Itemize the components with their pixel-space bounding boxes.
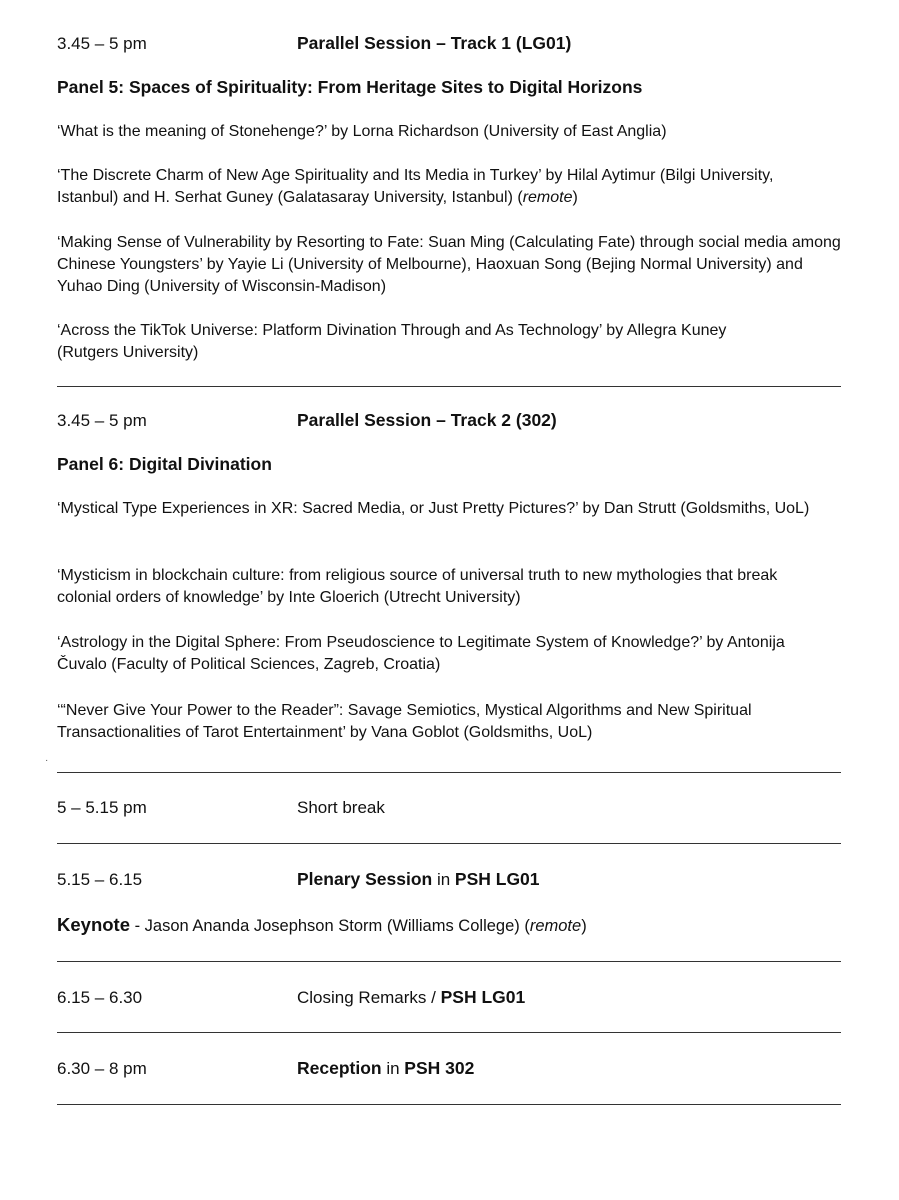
- paper-stonehenge: ‘What is the meaning of Stonehenge?’ by Lorna Richardson (University of East Anglia): [57, 123, 667, 140]
- reception-title: [297, 1057, 474, 1080]
- panel6-title: Panel 6: Digital Divination: [57, 454, 272, 474]
- keynote-remote: remote: [529, 917, 582, 935]
- divider-after-reception: [57, 1104, 841, 1105]
- keynote-close: ): [581, 917, 587, 935]
- paper-blockchain: ‘Mysticism in blockchain culture: from religious source of universal truth to new mythologies that break colonial orders of knowledge’ by Inte Gloerich (Utrecht University): [57, 567, 778, 606]
- paper-xr-mystical: ‘Mystical Type Experiences in XR: Sacred Media, or Just Pretty Pictures?’ by Dan Strutt (Goldsmiths, UoL): [57, 500, 810, 517]
- track2-title: Parallel Session – Track 2 (302): [297, 410, 557, 430]
- divider-after-break: [57, 843, 841, 844]
- keynote-text: - Jason Ananda Josephson Storm (Williams College) (: [130, 917, 530, 935]
- plenary-location: PSH LG01: [454, 869, 540, 889]
- paper-new-age-turkey-text: ‘The Discrete Charm of New Age Spirituality and Its Media in Turkey’ by Hilal Aytimur (Bilgi University, Istanbul) and H. Serhat Guney (Galatasaray University, Istanbul) (: [57, 167, 774, 206]
- paper-tarot: ‘“Never Give Your Power to the Reader”: Savage Semiotics, Mystical Algorithms and New Spiritual Transactionalities of Tarot Entertainment’ by Vana Goblot (Goldsmiths, UoL): [57, 702, 752, 741]
- plenary-title-bold: Plenary Session: [297, 869, 433, 889]
- break-time: 5 – 5.15 pm: [57, 798, 147, 817]
- reception-row: [57, 1057, 841, 1080]
- reception-title-bold: Reception: [297, 1058, 382, 1078]
- paper-new-age-turkey-remote: remote: [522, 189, 573, 206]
- closing-row: [57, 986, 841, 1009]
- track2-time: 3.45 – 5 pm: [57, 411, 147, 430]
- panel5-title: Panel 5: Spaces of Spirituality: From Heritage Sites to Digital Horizons: [57, 77, 643, 97]
- divider-after-track2: [57, 772, 841, 773]
- paper-new-age-turkey: [57, 165, 817, 209]
- keynote-label: Keynote: [57, 914, 130, 935]
- stray-mark: ·: [45, 755, 49, 766]
- plenary-time: 5.15 – 6.15: [57, 870, 143, 889]
- track1-title: Parallel Session – Track 1 (LG01): [297, 33, 572, 53]
- divider-after-plenary: [57, 961, 841, 962]
- reception-connector: in: [381, 1059, 405, 1078]
- paper-suan-ming: ‘Making Sense of Vulnerability by Resorting to Fate: Suan Ming (Calculating Fate) through social media among Chinese Youngsters’ by Yayie Li (University of Melbourne), Haoxuan Song (Bejing Normal University) and Yuhao Ding (University of Wisconsin-Madison): [57, 234, 841, 295]
- paper-tiktok: ‘Across the TikTok Universe: Platform Divination Through and As Technology’ by Allegra Kuney (Rutgers University): [57, 322, 727, 361]
- divider-after-closing: [57, 1032, 841, 1033]
- break-label: Short break: [297, 798, 385, 817]
- closing-label: Closing Remarks /: [297, 988, 441, 1007]
- break-row: [57, 797, 841, 819]
- closing-time: 6.15 – 6.30: [57, 988, 143, 1007]
- closing-location: PSH LG01: [440, 987, 526, 1007]
- paper-new-age-turkey-close: ): [572, 189, 578, 206]
- closing-title: [297, 986, 525, 1009]
- reception-location: PSH 302: [404, 1058, 475, 1078]
- track2-header: [57, 409, 841, 432]
- plenary-row: [57, 868, 841, 891]
- plenary-title: [297, 868, 540, 891]
- reception-time: 6.30 – 8 pm: [57, 1059, 147, 1078]
- divider-after-track1: [57, 386, 841, 387]
- track1-header: [57, 32, 841, 55]
- plenary-connector: in: [432, 870, 455, 889]
- paper-astrology: ‘Astrology in the Digital Sphere: From Pseudoscience to Legitimate System of Knowledge?’ by Antonija Čuvalo (Faculty of Political Sciences, Zagreb, Croatia): [57, 634, 785, 673]
- keynote-line: [57, 914, 841, 937]
- track1-time: 3.45 – 5 pm: [57, 34, 147, 53]
